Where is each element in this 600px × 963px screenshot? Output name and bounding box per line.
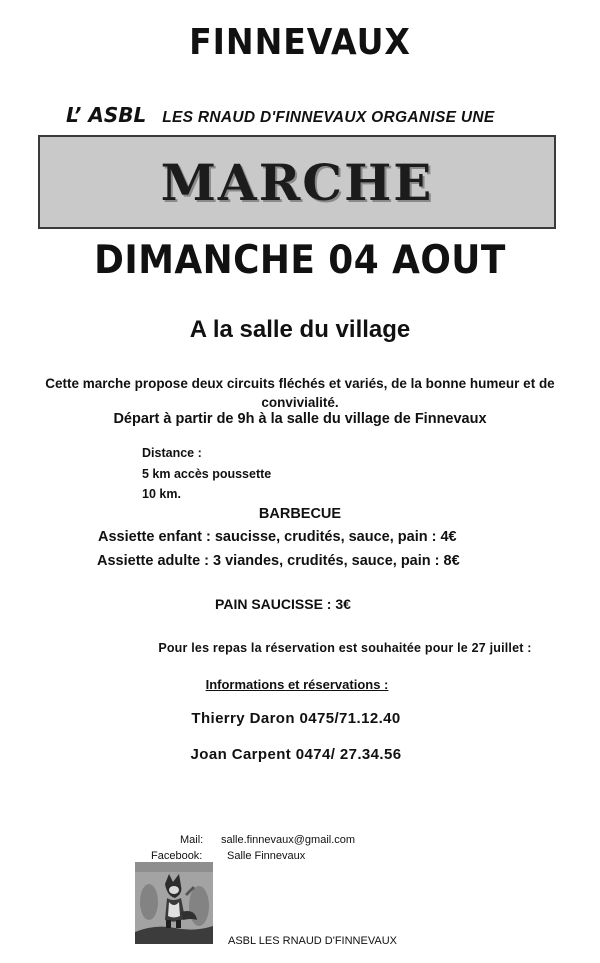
mail-address[interactable]: salle.finnevaux@gmail.com: [221, 834, 356, 846]
event-banner: [38, 135, 556, 229]
event-venue: A la salle du village: [189, 316, 411, 343]
distance-label: Distance :: [142, 446, 202, 460]
event-date: DIMANCHE 04 AOUT: [94, 238, 506, 283]
distance-option: 10 km.: [142, 487, 181, 501]
departure-info: Départ à partir de 9h à la salle du village de Finnevaux: [113, 411, 487, 427]
facebook-page[interactable]: Salle Finnevaux: [227, 850, 306, 862]
menu-item-adult: Assiette adulte : 3 viandes, crudités, sauce, pain : 8€: [97, 553, 460, 569]
description-line-2: convivialité.: [261, 395, 339, 410]
footer-organization: ASBL LES RNAUD D'FINNEVAUX: [228, 935, 397, 947]
info-heading: Informations et réservations :: [205, 677, 389, 692]
organizer-text: LES RNAUD D'FINNEVAUX ORGANISE UNE: [162, 109, 495, 126]
description-line-1: Cette marche propose deux circuits fléchés et variés, de la bonne humeur et de: [45, 376, 555, 391]
contact-joan: Joan Carpent 0474/ 27.34.56: [190, 746, 402, 763]
poster-title: FINNEVAUX: [189, 22, 411, 63]
distance-option: 5 km accès poussette: [142, 467, 272, 481]
organizer-prefix: L’ ASBL: [66, 103, 147, 127]
organizer-line: [66, 103, 566, 127]
pain-saucisse-price: PAIN SAUCISSE : 3€: [215, 596, 351, 612]
menu-item-child: Assiette enfant : saucisse, crudités, sauce, pain : 4€: [98, 529, 457, 545]
facebook-label: Facebook:: [151, 850, 203, 862]
fox-mascot-icon: [135, 862, 213, 944]
reservation-note: Pour les repas la réservation est souhaitée pour le 27 juillet :: [158, 641, 532, 655]
event-description: [30, 374, 570, 412]
contact-thierry: Thierry Daron 0475/71.12.40: [191, 710, 401, 727]
barbecue-heading: BARBECUE: [258, 506, 342, 522]
event-name: MARCHE: [160, 152, 434, 212]
mail-label: Mail:: [180, 834, 204, 846]
